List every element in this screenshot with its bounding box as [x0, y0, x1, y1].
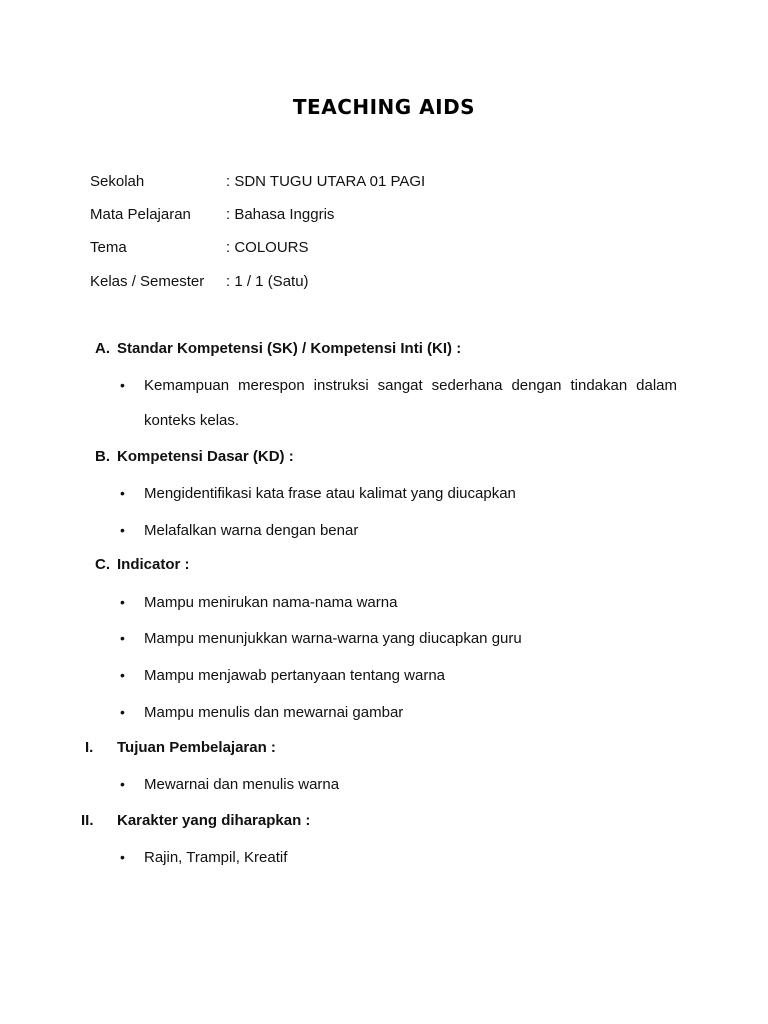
section-heading: Kompetensi Dasar (KD) :: [117, 448, 294, 465]
info-value: : SDN TUGU UTARA 01 PAGI: [226, 173, 426, 190]
list-item-text: Mampu menjawab pertanyaan tentang warna: [144, 667, 446, 684]
list-item: [120, 695, 677, 730]
list-item-text: Mampu menirukan nama-nama warna: [144, 594, 398, 611]
bullet-icon: •: [120, 377, 125, 393]
info-label: Sekolah: [90, 173, 145, 190]
info-value: : 1 / 1 (Satu): [226, 273, 309, 290]
document-title: TEACHING AIDS: [292, 95, 476, 119]
list-item-text: Mewarnai dan menulis warna: [144, 776, 340, 793]
list-item: [120, 767, 677, 802]
bullet-icon: •: [120, 667, 125, 683]
list-item: [120, 513, 677, 548]
bullet-icon: •: [120, 776, 125, 792]
list-item-text: Mampu menulis dan mewarnai gambar: [144, 704, 404, 721]
bullet-icon: •: [120, 594, 125, 610]
list-item-text: Rajin, Trampil, Kreatif: [144, 849, 288, 866]
bullet-icon: •: [120, 630, 125, 646]
list-item: [120, 658, 677, 693]
bullet-icon: •: [120, 522, 125, 538]
info-label: Mata Pelajaran: [90, 206, 191, 223]
info-label: Kelas / Semester: [90, 273, 205, 290]
list-item: [120, 840, 677, 875]
list-item-text: Melafalkan warna dengan benar: [144, 522, 359, 539]
section-marker: II.: [81, 812, 94, 829]
section-heading: Indicator :: [117, 556, 190, 573]
section-heading: Standar Kompetensi (SK) / Kompetensi Inti (KI) :: [117, 340, 462, 357]
info-label: Tema: [90, 239, 127, 256]
bullet-icon: •: [120, 849, 125, 865]
section-heading: Karakter yang diharapkan :: [117, 812, 311, 829]
section-marker: C.: [95, 556, 110, 573]
list-item-text: Kemampuan merespon instruksi sangat sederhana dengan tindakan dalam konteks kelas.: [144, 377, 677, 429]
bullet-icon: •: [120, 704, 125, 720]
info-value: : Bahasa Inggris: [226, 206, 335, 223]
section-marker: I.: [85, 739, 94, 756]
list-item: [120, 585, 677, 620]
bullet-icon: •: [120, 485, 125, 501]
section-marker: B.: [95, 448, 110, 465]
list-item-text: Mampu menunjukkan warna-warna yang diucapkan guru: [144, 630, 522, 647]
section-heading: Tujuan Pembelajaran :: [117, 739, 276, 756]
list-item: [120, 368, 677, 438]
section-marker: A.: [95, 340, 110, 357]
list-item: [120, 621, 677, 656]
list-item: [120, 476, 677, 511]
list-item-text: Mengidentifikasi kata frase atau kalimat yang diucapkan: [144, 485, 516, 502]
info-value: : COLOURS: [226, 239, 309, 256]
